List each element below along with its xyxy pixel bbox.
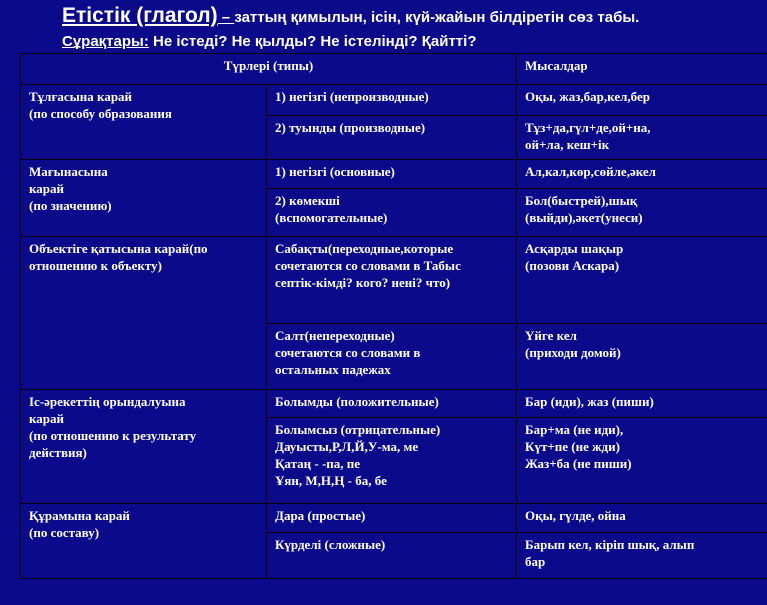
example-cell: Тұз+да,гүл+де,ой+на, ой+ла, кеш+ік [517, 116, 767, 160]
example-cell: Оқы, жаз,бар,кел,бер [517, 85, 767, 116]
table-row [21, 85, 767, 116]
questions-line [62, 32, 767, 52]
type-cell: Күрделі (сложные) [267, 533, 517, 579]
table-row [21, 237, 767, 324]
type-cell: Болымды (положительные) [267, 390, 517, 418]
type-cell: Дара (простые) [267, 504, 517, 533]
type-cell: Салт(непереходные) сочетаются со словами в остальных падежах [267, 324, 517, 390]
verb-types-table [20, 53, 767, 579]
term-title: Етістік (глагол) [62, 4, 218, 27]
definition-line [62, 4, 767, 30]
example-cell: Асқарды шақыр (позови Аскара) [517, 237, 767, 324]
example-cell: Үйге кел (приходи домой) [517, 324, 767, 390]
table-row [21, 160, 767, 189]
type-cell: 1) негізгі (непроизводные) [267, 85, 517, 116]
group-title: Мағынасына карай (по значению) [21, 160, 267, 237]
example-cell: Ал,кал,көр,сөйле,әкел [517, 160, 767, 189]
type-cell: 1) негізгі (основные) [267, 160, 517, 189]
type-cell: Сабақты(переходные,которые сочетаются со словами в Табыс септік-кімді? кого? нені? что) [267, 237, 517, 324]
example-cell: Бар+ма (не иди), Күт+пе (не жди) Жаз+ба (не пиши) [517, 418, 767, 504]
example-cell: Бар (иди), жаз (пиши) [517, 390, 767, 418]
term-definition: заттың қимылын, ісін, күй-жайын білдіретін сөз табы. [234, 9, 640, 26]
term-dash: – [217, 9, 235, 26]
group-title: Объектіге қатысына карай(по отношению к объекту) [21, 237, 267, 390]
example-cell: Бол(быстрей),шық (выйди),әкет(унеси) [517, 189, 767, 237]
type-cell: 2) туынды (производные) [267, 116, 517, 160]
group-title: Құрамына карай (по составу) [21, 504, 267, 579]
table-row [21, 504, 767, 533]
type-cell: Болымсыз (отрицательные) Дауысты,Р,Л,Й,У-ма, ме Қатаң - -па, пе Ұян, М,Н,Ң - ба, бе [267, 418, 517, 504]
questions-text: Не істеді? Не қылды? Не істелінді? Қайтті? [148, 33, 477, 50]
slide-header [62, 4, 767, 52]
table-header-row [21, 54, 767, 85]
group-title: Тұлғасына карай (по способу образования [21, 85, 267, 160]
group-title: Іс-әрекеттің орындалуына карай (по отношению к результату действия) [21, 390, 267, 504]
header-examples: Мысалдар [517, 54, 767, 85]
example-cell: Оқы, гүлде, ойна [517, 504, 767, 533]
type-cell: 2) көмекші (вспомогательные) [267, 189, 517, 237]
header-types: Түрлері (типы) [21, 54, 517, 85]
table-row [21, 390, 767, 418]
questions-label: Сұрақтары: [62, 33, 149, 50]
example-cell: Барып кел, кіріп шық, алып бар [517, 533, 767, 579]
